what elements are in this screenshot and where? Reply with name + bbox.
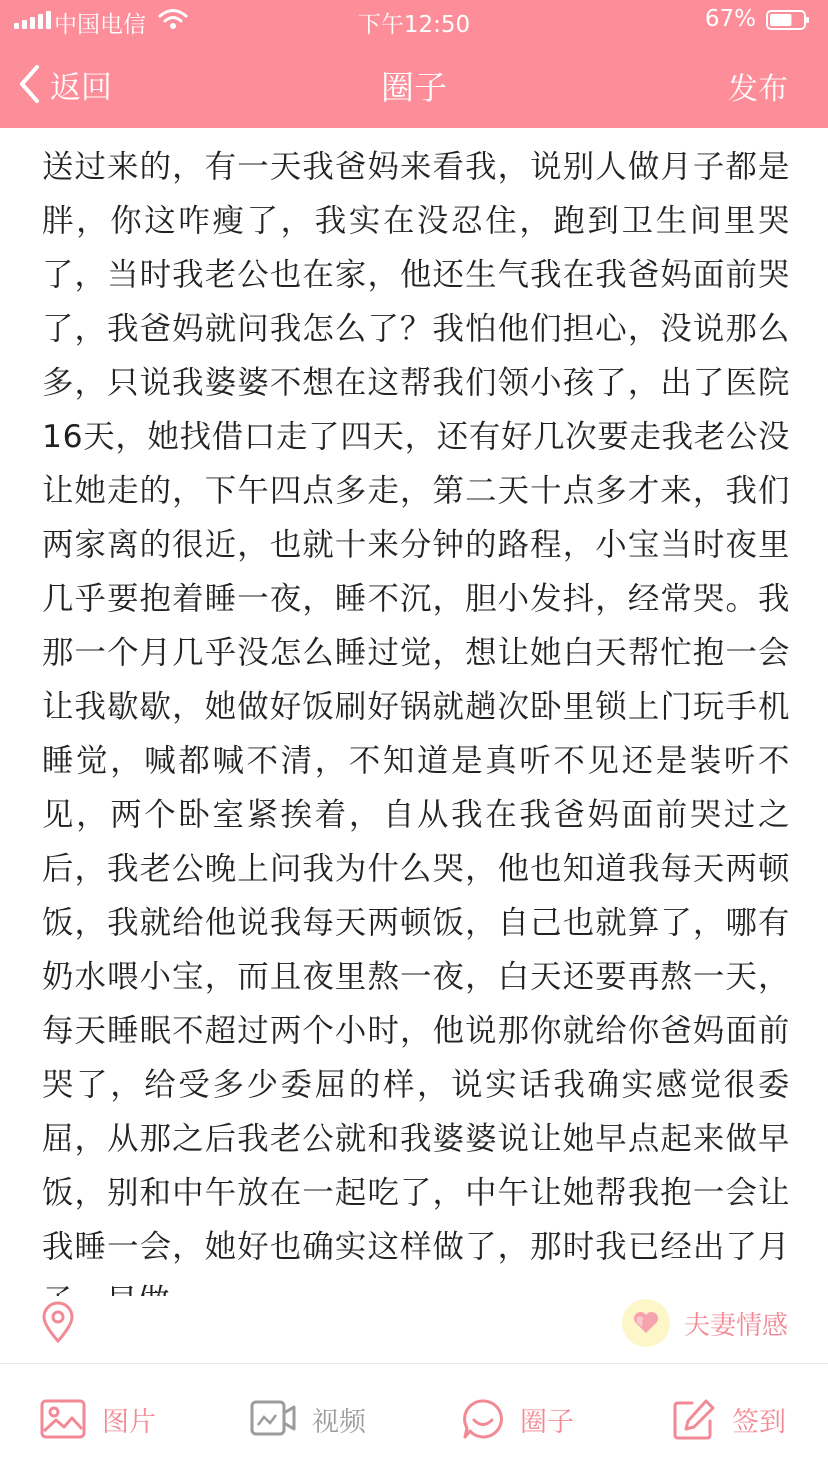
status-bar [0, 0, 828, 40]
checkin-button[interactable] [672, 1394, 786, 1444]
image-icon [40, 1399, 86, 1439]
image-label: 图片 [102, 1406, 156, 1438]
post-body: 送过来的，有一天我爸妈来看我，说别人做月子都是胖，你这咋瘦了，我实在没忍住，跑到卫生间里哭了，当时我老公也在家，他还生气我在我爸妈面前哭了，我爸妈就问我怎么了？我怕他们担心，没说那么多，只说我婆婆不想在这帮我们领小孩了，出了医院16天，她找借口走了四天，还有好几次要走我老公没让她走的，下午四点多走，第二天十点多才来，我们两家离的很近，也就十来分钟的路程，小宝当时夜里几乎要抱着睡一夜，睡不沉，胆小发抖，经常哭。我那一个月几乎没怎么睡过觉，想让她白天帮忙抱一会让我歇歇，她做好饭刷好锅就趟次卧里锁上门玩手机睡觉，喊都喊不清，不知道是真听不见还是装听不见，两个卧室紧挨着，自从我在我爸妈面前哭过之后，我老公晚上问我为什么哭，他也知道我每天两顿饭，我就给他说我每天两顿饭，自己也就算了，哪有奶水喂小宝，而且夜里熬一夜，白天还要再熬一天，每天睡眠不超过两个小时，他说那你就给你爸妈面前哭了，给受多少委屈的样，说实话我确实感觉很委屈，从那之后我老公就和我婆婆说让她早点起来做早饭，别和中午放在一起吃了，中午让她帮我抱一会让我睡一会，她好也确实这样做了，那时我已经出了月 [42, 149, 790, 1265]
video-button[interactable] [250, 1394, 366, 1444]
circle-label: 圈子 [520, 1406, 574, 1438]
video-icon [250, 1399, 296, 1439]
battery-percent: 67% [704, 6, 756, 32]
chat-bubble-icon [462, 1398, 504, 1440]
page-title: 圈子 [381, 68, 447, 107]
location-pin-icon[interactable] [40, 1302, 76, 1344]
carrier-name: 中国电信 [54, 12, 146, 38]
post-content[interactable] [42, 140, 790, 1298]
publish-button[interactable]: 发布 [728, 72, 788, 107]
heart-icon [622, 1299, 670, 1347]
circle-button[interactable] [462, 1394, 574, 1444]
checkin-label: 签到 [732, 1406, 786, 1438]
topic-tag-label: 夫妻情感 [683, 1310, 788, 1341]
video-label: 视频 [312, 1406, 366, 1438]
battery-icon [766, 10, 810, 30]
post-meta-row [0, 1296, 828, 1362]
status-time: 下午12:50 [357, 12, 471, 38]
topic-tag[interactable] [622, 1300, 788, 1346]
back-label: 返回 [50, 69, 112, 106]
image-button[interactable] [40, 1394, 156, 1444]
bottom-toolbar [0, 1364, 828, 1472]
edit-icon [672, 1397, 716, 1441]
nav-bar [0, 40, 828, 128]
